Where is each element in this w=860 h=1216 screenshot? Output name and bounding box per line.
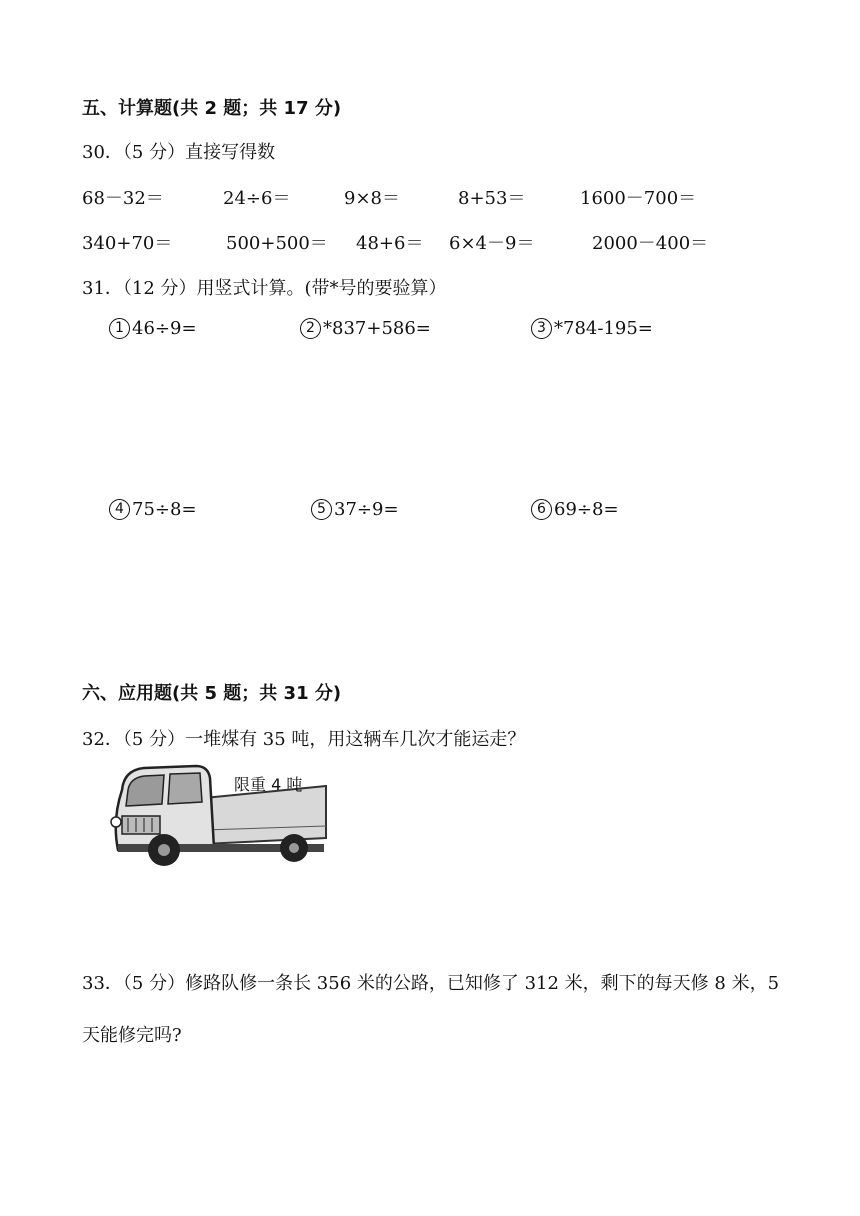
- circled-number: 2: [300, 318, 321, 339]
- question-30-title: 30．（5 分）直接写得数: [82, 142, 276, 163]
- q30-expr: 1600－700＝: [580, 188, 697, 209]
- q30-expr: 48+6＝: [356, 233, 424, 254]
- calc-expression: 75÷8=: [132, 499, 197, 520]
- q30-expr: 9×8＝: [344, 188, 400, 209]
- vertical-calc-item: [109, 499, 197, 520]
- q30-expr: 6×4－9＝: [449, 233, 535, 254]
- q30-expr: 500+500＝: [226, 233, 328, 254]
- circled-number: 5: [311, 499, 332, 520]
- section-heading-calculation: 五、计算题(共 2 题；共 17 分): [82, 98, 342, 119]
- question-33-text: 33．（5 分）修路队修一条长 356 米的公路，已知修了 312 米，剩下的每天修 8 米，5 天能修完吗?: [82, 973, 780, 1046]
- circled-number: 1: [109, 318, 130, 339]
- q30-expr: 24÷6＝: [223, 188, 291, 209]
- q30-expr: 340+70＝: [82, 233, 173, 254]
- circled-number: 3: [531, 318, 552, 339]
- truck-load-label: 限重 4 吨: [234, 775, 303, 794]
- question-31-title: 31．（12 分）用竖式计算。(带*号的要验算）: [82, 278, 447, 299]
- q30-expr: 68－32＝: [82, 188, 164, 209]
- vertical-calc-item: [311, 499, 399, 520]
- circled-number: 4: [109, 499, 130, 520]
- truck-illustration: [104, 760, 334, 870]
- section-heading-application: 六、应用题(共 5 题；共 31 分): [82, 683, 342, 704]
- calc-expression: 69÷8=: [554, 499, 619, 520]
- question-32-title: 32．（5 分）一堆煤有 35 吨，用这辆车几次才能运走？: [82, 729, 526, 750]
- circled-number: 6: [531, 499, 552, 520]
- vertical-calc-item: [109, 318, 197, 339]
- vertical-calc-item: [300, 318, 431, 339]
- vertical-calc-item: [531, 499, 619, 520]
- calc-expression: 37÷9=: [334, 499, 399, 520]
- q30-expr: 8+53＝: [458, 188, 526, 209]
- vertical-calc-item: [531, 318, 653, 339]
- q30-expr: 2000－400＝: [592, 233, 709, 254]
- calc-expression: *837+586=: [323, 318, 431, 339]
- calc-expression: 46÷9=: [132, 318, 197, 339]
- calc-expression: *784-195=: [554, 318, 653, 339]
